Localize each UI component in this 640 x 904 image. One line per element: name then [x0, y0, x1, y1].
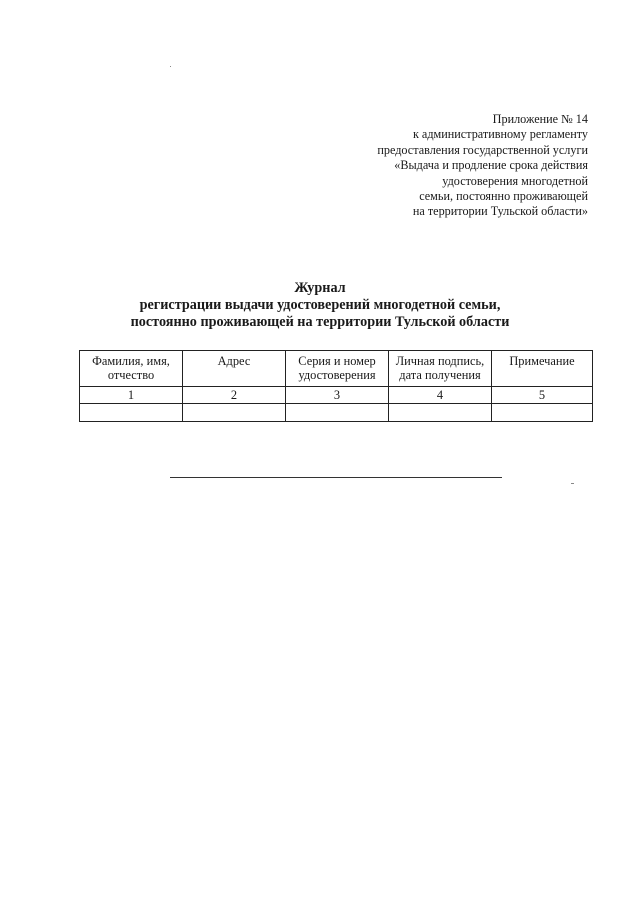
annex-line: семьи, постоянно проживающей — [419, 189, 588, 204]
annex-line: удостоверения многодетной — [442, 173, 588, 188]
header-address: Адрес — [183, 351, 286, 387]
annex-line: на территории Тульской области» — [412, 204, 588, 219]
document-title — [0, 280, 640, 331]
header-note: Примечание — [492, 351, 593, 387]
table-cell — [492, 404, 593, 422]
annex-line: к административному регламенту — [412, 127, 588, 142]
table-cell — [286, 404, 389, 422]
scan-speck — [170, 66, 171, 67]
table-cell — [389, 404, 492, 422]
column-number: 2 — [183, 387, 286, 404]
separator-line — [170, 477, 502, 478]
header-signature-date: Личная подпись, дата получения — [389, 351, 492, 387]
title-line-2: регистрации выдачи удостоверений многодетной семьи, — [139, 297, 501, 313]
column-number-row — [80, 387, 593, 404]
scan-speck — [571, 483, 574, 484]
annex-line: предоставления государственной услуги — [377, 142, 588, 157]
column-number: 1 — [80, 387, 183, 404]
annex-line: «Выдача и продление срока действия — [394, 158, 588, 173]
column-number: 3 — [286, 387, 389, 404]
journal-table — [79, 350, 593, 422]
table-header-row — [80, 351, 593, 387]
column-number: 4 — [389, 387, 492, 404]
header-full-name: Фамилия, имя, отчество — [80, 351, 183, 387]
column-number: 5 — [492, 387, 593, 404]
table-cell — [183, 404, 286, 422]
title-line-1: Журнал — [294, 280, 346, 296]
header-certificate-number: Серия и номер удостоверения — [286, 351, 389, 387]
annex-line: Приложение № 14 — [492, 112, 588, 126]
table-cell — [80, 404, 183, 422]
table-row — [80, 404, 593, 422]
title-line-3: постоянно проживающей на территории Тульской области — [130, 314, 510, 330]
annex-block — [377, 112, 588, 220]
